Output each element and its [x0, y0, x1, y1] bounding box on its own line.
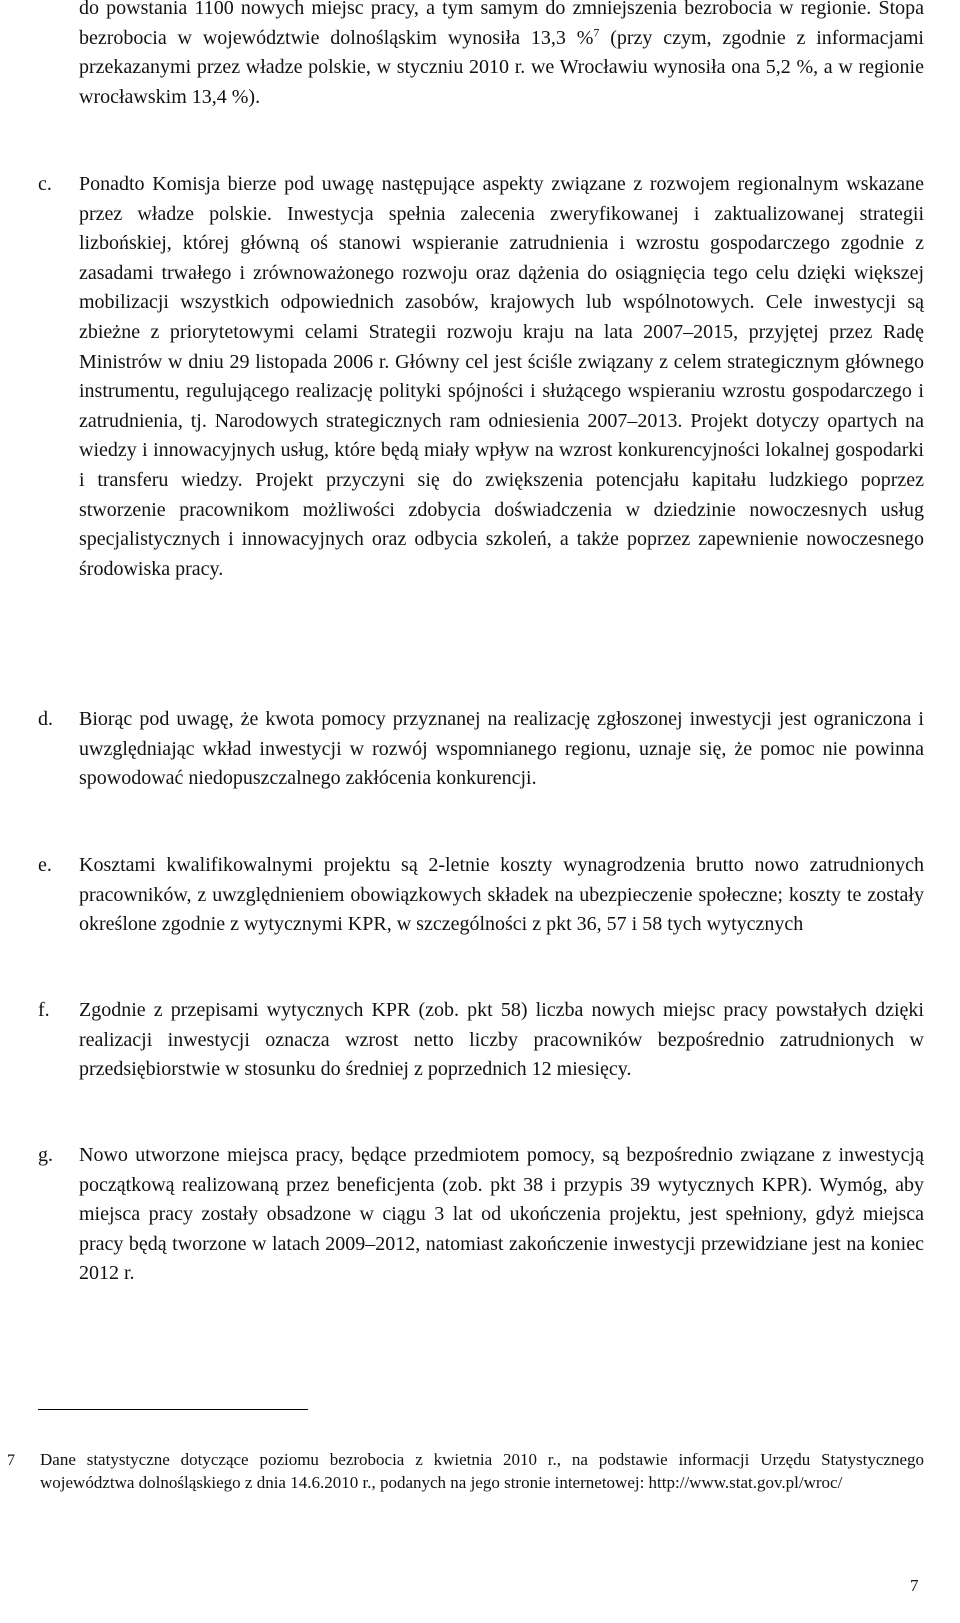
footnote-reference[interactable]: 7: [593, 24, 600, 39]
item-f-text: Zgodnie z przepisami wytycznych KPR (zob. pkt 58) liczba nowych miejsc pracy powstałych dzięki realizacji inwestycji oznacza wzrost netto liczby pracowników bezpośrednio zatrudnionych w przedsiębiorstwie w stosunku do średniej z poprzednich 12 miesięcy.: [79, 999, 924, 1081]
item-f-label: f.: [38, 999, 50, 1021]
paragraph-b-continuation: [79, 0, 924, 112]
item-c-label: c.: [38, 173, 52, 195]
paragraph-b-text-1: do powstania 1100 nowych miejsc pracy, a tym samym do zmniejszenia bezrobocia w regionie. Stopa bezrobocia w województwie dolnośląskim wynosiła 13,3 %: [79, 0, 924, 49]
footnote-mark: 7: [7, 1452, 15, 1469]
item-c-text: Ponadto Komisja bierze pod uwagę następujące aspekty związane z rozwojem regionalnym wskazane przez władze polskie. Inwestycja spełnia zalecenia zweryfikowanej i zaktualizowanej strategii lizbońskiej, której główną oś stanowi wspieranie zatrudnienia i wzrostu gospodarczego zgodnie z zasadami trwałego i zrównoważonego rozwoju oraz dążenia do osiągnięcia tego celu dzięki większej mobilizacji wszystkich odpowiednich zasobów, krajowych lub wspólnotowych. Cele inwestycji są zbieżne z priorytetowymi celami Strategii rozwoju kraju na lata 2007–2015, przyjętej przez Radę Ministrów w dniu 29 listopada 2006 r. Główny cel jest ściśle związany z celem strategicznym głównego instrumentu, regulującego realizację polityki spójności i służącego wspieraniu wzrostu gospodarczego i zatrudnienia, tj. Narodowych strategicznych ram odniesienia 2007–2013. Projekt dotyczy opartych na wiedzy i innowacyjnych usług, które będą miały wpływ na wzrost konkurencyjności lokalnej gospodarki i transferu wiedzy. Projekt przyczyni się do zwiększenia potencjału kapitału ludzkiego poprzez stworzenie pracownikom możliwości zdobycia doświadczenia w dziedzinie nowoczesnych usług specjalistycznych i innowacyjnych oraz odbycia szkoleń, a także poprzez zapewnienie nowoczesnego środowiska pracy.: [79, 173, 924, 580]
item-d-label: d.: [38, 708, 53, 730]
footnote-text: Dane statystyczne dotyczące poziomu bezrobocia z kwietnia 2010 r., na podstawie informacji Urzędu Statystycznego województwa dolnośląskiego z dnia 14.6.2010 r., podanych na jego stronie internetowej: http://www.stat.gov.pl/wroc/: [40, 1450, 924, 1492]
item-g-label: g.: [38, 1144, 53, 1166]
item-g-text: Nowo utworzone miejsca pracy, będące przedmiotem pomocy, są bezpośrednio związane z inwestycją początkową realizowaną przez beneficjenta (zob. pkt 38 i przypis 39 wytycznych KPR). Wymóg, aby miejsca pracy zostały obsadzone w ciągu 3 lat od ukończenia projektu, jest spełniony, gdyż miejsca pracy będą tworzone w latach 2009–2012, natomiast zakończenie inwestycji przewidziane jest na koniec 2012 r.: [79, 1144, 924, 1285]
paragraph-b-text-2: (przy czym, zgodnie z informacjami przekazanymi przez władze polskie, w styczniu 2010 r. we Wrocławiu wynosiła ona 5,2 %, a w regionie wrocławskim 13,4 %).: [79, 26, 924, 108]
page-number: 7: [910, 1576, 919, 1595]
item-e-text: Kosztami kwalifikowalnymi projektu są 2-letnie koszty wynagrodzenia brutto nowo zatrudnionych pracowników, z uwzględnieniem obowiązkowych składek na ubezpieczenie społeczne; koszty te zostały określone zgodnie z wytycznymi KPR, w szczególności z pkt 36, 57 i 58 tych wytycznych: [79, 854, 924, 936]
item-d-text: Biorąc pod uwagę, że kwota pomocy przyznanej na realizację zgłoszonej inwestycji jest ograniczona i uwzględniając wkład inwestycji w rozwój wspomnianego regionu, uznaje się, że pomoc nie powinna spowodować niedopuszczalnego zakłócenia konkurencji.: [79, 708, 924, 790]
footnote-separator: [38, 1409, 308, 1410]
item-e-label: e.: [38, 854, 52, 876]
